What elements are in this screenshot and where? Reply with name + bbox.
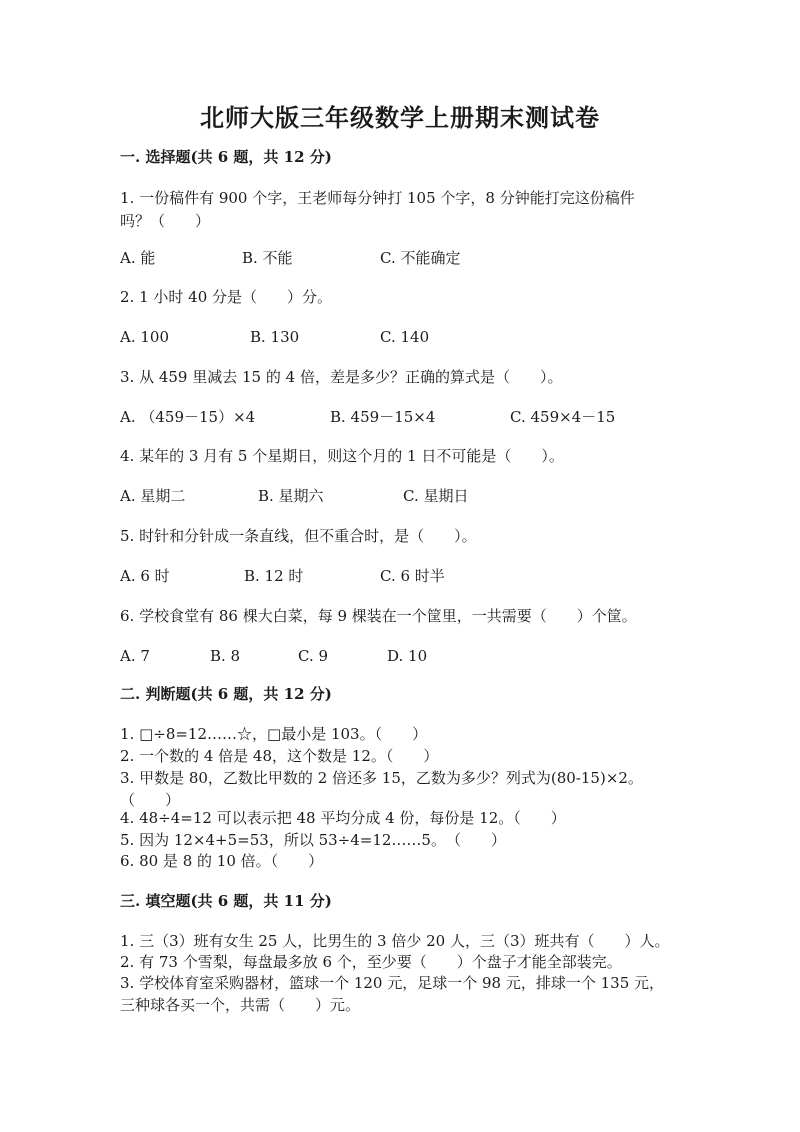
s1-q5-option-b: B. 12 时 xyxy=(244,567,304,585)
s2-q5: 5. 因为 12×4+5=53，所以 53÷4=12……5。 （ ） xyxy=(120,831,506,849)
s2-q3-line1: 3. 甲数是 80，乙数比甲数的 2 倍还多 15，乙数为多少？列式为(80-15)×2。 xyxy=(120,769,643,787)
s1-q6-option-a: A. 7 xyxy=(120,647,150,665)
s1-q4-option-c: C. 星期日 xyxy=(403,487,469,505)
section-3-heading: 三. 填空题(共 6 题，共 11 分) xyxy=(120,892,332,910)
s2-q4: 4. 48÷4=12 可以表示把 48 平均分成 4 份，每份是 12。（ ） xyxy=(120,809,566,827)
s2-q6: 6. 80 是 8 的 10 倍。（ ） xyxy=(120,852,324,870)
s1-q2-option-b: B. 130 xyxy=(250,328,300,346)
s2-q3-line2: （ ） xyxy=(120,791,181,809)
section-2-heading: 二. 判断题(共 6 题，共 12 分) xyxy=(120,685,332,703)
s1-q1-option-b: B. 不能 xyxy=(242,249,293,267)
s3-q3-line1: 3. 学校体育室采购器材，篮球一个 120 元，足球一个 98 元，排球一个 135 元， xyxy=(120,974,665,992)
s1-q1-line1: 1. 一份稿件有 900 个字，王老师每分钟打 105 个字，8 分钟能打完这份稿件 xyxy=(120,189,635,207)
page-title: 北师大版三年级数学上册期末测试卷 xyxy=(200,103,600,132)
s1-q5-option-a: A. 6 时 xyxy=(120,567,170,585)
s1-q6-option-d: D. 10 xyxy=(387,647,428,665)
s1-q5-option-c: C. 6 时半 xyxy=(380,567,445,585)
s3-q1: 1. 三（3）班有女生 25 人，比男生的 3 倍少 20 人，三（3）班共有（ ）人。 xyxy=(120,932,670,950)
s1-q2-option-a: A. 100 xyxy=(120,328,169,346)
s1-q6-text: 6. 学校食堂有 86 棵大白菜，每 9 棵装在一个筐里，一共需要（ ）个筐。 xyxy=(120,607,637,625)
s2-q2: 2. 一个数的 4 倍是 48，这个数是 12。（ ） xyxy=(120,747,439,765)
s1-q2-text: 2. 1 小时 40 分是（ ）分。 xyxy=(120,288,333,306)
s1-q3-option-a: A. （459－15）×4 xyxy=(120,408,256,426)
s1-q4-option-a: A. 星期二 xyxy=(120,487,186,505)
s1-q6-option-c: C. 9 xyxy=(298,647,329,665)
s1-q1-option-c: C. 不能确定 xyxy=(380,249,461,267)
s2-q1: 1. □÷8=12……☆，□最小是 103。（ ） xyxy=(120,725,428,743)
s3-q3-line2: 三种球各买一个，共需（ ）元。 xyxy=(120,996,361,1014)
s1-q3-option-c: C. 459×4－15 xyxy=(510,408,616,426)
s1-q1-line2: 吗？（ ） xyxy=(120,212,211,230)
s1-q5-text: 5. 时针和分针成一条直线，但不重合时，是（ ）。 xyxy=(120,527,477,545)
s3-q2: 2. 有 73 个雪梨，每盘最多放 6 个，至少要（ ）个盘子才能全部装完。 xyxy=(120,953,622,971)
section-1-heading: 一. 选择题(共 6 题，共 12 分) xyxy=(120,148,332,166)
s1-q4-text: 4. 某年的 3 月有 5 个星期日，则这个月的 1 日不可能是（ ）。 xyxy=(120,447,564,465)
s1-q4-option-b: B. 星期六 xyxy=(258,487,324,505)
s1-q3-option-b: B. 459－15×4 xyxy=(330,408,436,426)
s1-q1-option-a: A. 能 xyxy=(120,249,156,267)
s1-q2-option-c: C. 140 xyxy=(380,328,430,346)
s1-q3-text: 3. 从 459 里减去 15 的 4 倍，差是多少？正确的算式是（ ）。 xyxy=(120,368,563,386)
s1-q6-option-b: B. 8 xyxy=(210,647,241,665)
